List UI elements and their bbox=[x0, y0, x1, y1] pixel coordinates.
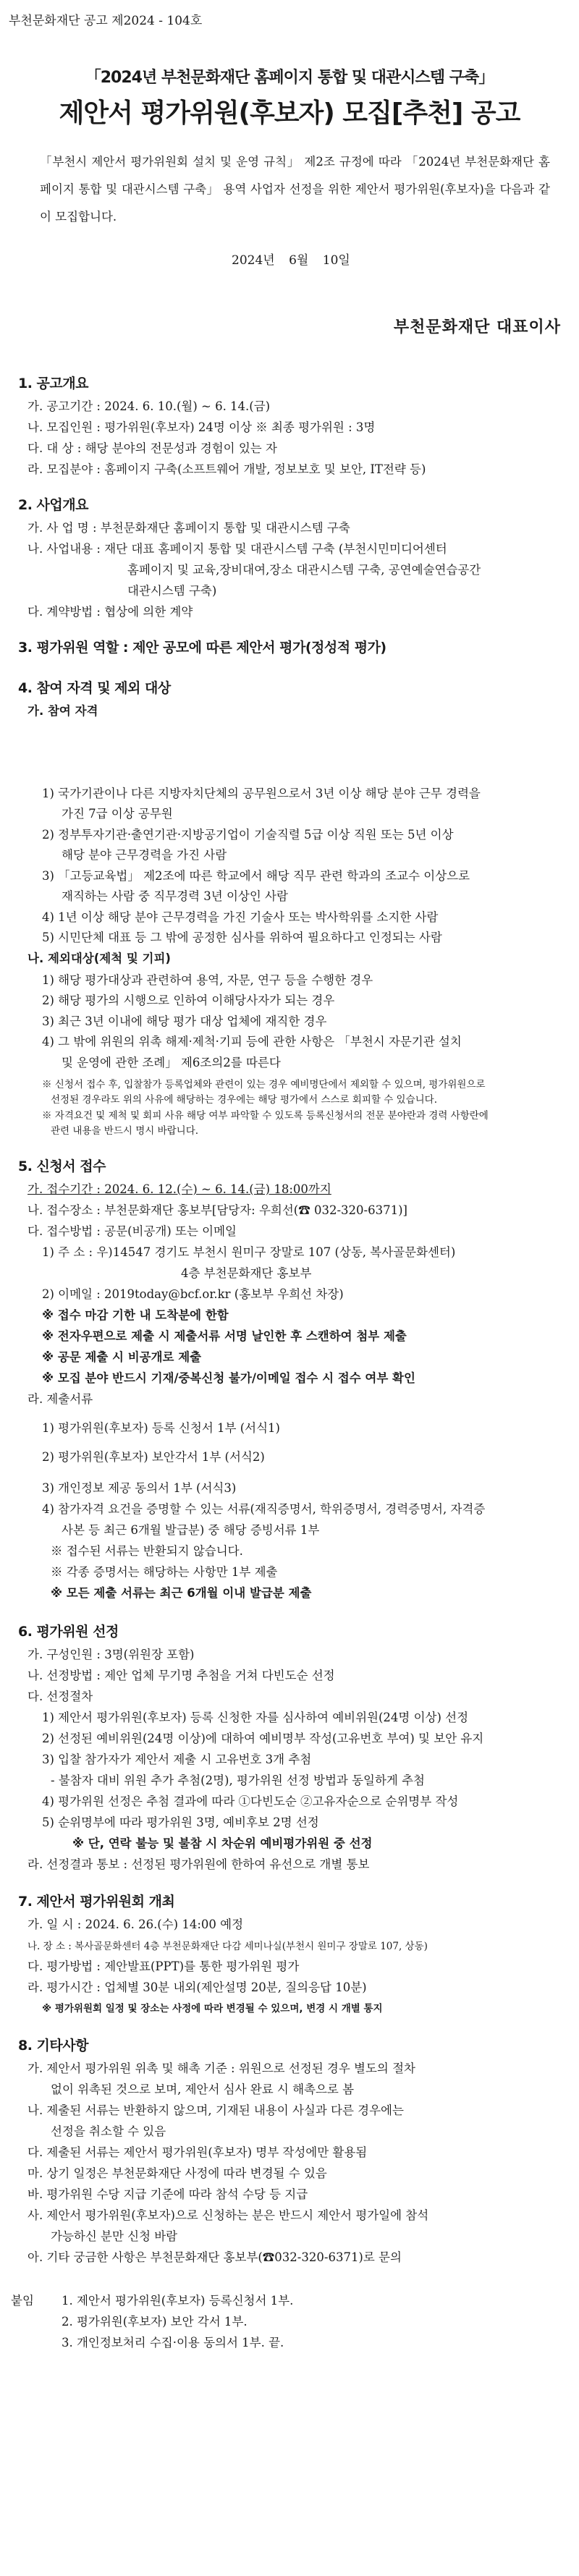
s4-na-item: 2) 해당 평가의 시행으로 인하여 이해당사자가 되는 경우 bbox=[42, 993, 335, 1007]
s5-ra-item: 3) 개인정보 제공 동의서 1부 (서식3) bbox=[42, 1481, 237, 1495]
s2-item: 대관시스템 구축) bbox=[127, 584, 217, 598]
section-3-title: 3. 평가위원 역할 : 제안 공모에 따른 제안서 평가(정성적 평가) bbox=[18, 640, 386, 656]
s6-ra: 라. 선정결과 통보 : 선정된 평가위원에 한하여 유선으로 개별 통보 bbox=[28, 1857, 370, 1871]
s6-item: 1) 제안서 평가위원(후보자) 등록 신청한 자를 심사하여 예비위원(24명 이상) 선정 bbox=[42, 1711, 469, 1724]
s4-na-heading: 나. 제외대상(제척 및 기피) bbox=[28, 952, 171, 965]
s1-item: 다. 대 상 : 해당 분야의 전문성과 경험이 있는 자 bbox=[28, 441, 277, 455]
s5-item: 2) 이메일 : 2019today@bcf.or.kr (홍보부 우희선 차장) bbox=[42, 1287, 344, 1301]
s6-item: 가. 구성인원 : 3명(위원장 포함) bbox=[28, 1648, 195, 1661]
s5-item: 1) 주 소 : 우)14547 경기도 부천시 원미구 장말로 107 (상동, 복사골문화센터) bbox=[42, 1245, 456, 1259]
s4-note: 관련 내용을 반드시 명시 바랍니다. bbox=[51, 1125, 199, 1137]
s6-item: - 불참자 대비 위원 추가 추첨(2명), 평가위원 선정 방법과 동일하게 추첨 bbox=[51, 1774, 425, 1787]
s4-ga-item: 재직하는 사람 중 직무경력 3년 이상인 사람 bbox=[62, 889, 288, 903]
section-8-title: 8. 기타사항 bbox=[18, 2038, 88, 2054]
s2-item: 다. 계약방법 : 협상에 의한 계약 bbox=[28, 605, 193, 619]
s7-item: 다. 평가방법 : 제안발표(PPT)를 통한 평가위원 평가 bbox=[28, 1959, 300, 1973]
attach-item: 1. 제안서 평가위원(후보자) 등록신청서 1부. bbox=[62, 2294, 294, 2308]
s6-item: 2) 선정된 예비위원(24명 이상)에 대하여 예비명부 작성(고유번호 부여) 및 보안 유지 bbox=[42, 1732, 484, 1745]
s8-item: 사. 제안서 평가위원(후보자)으로 신청하는 분은 반드시 제안서 평가일에 참석 bbox=[28, 2208, 429, 2222]
s1-item: 나. 모집인원 : 평가위원(후보자) 24명 이상 ※ 최종 평가위원 : 3명 bbox=[28, 420, 376, 434]
s8-item: 다. 제출된 서류는 제안서 평가위원(후보자) 명부 작성에만 활용됨 bbox=[28, 2145, 368, 2159]
notice-number: 부천문화재단 공고 제2024 - 104호 bbox=[9, 14, 203, 28]
s6-item: 5) 순위명부에 따라 평가위원 3명, 예비후보 2명 선정 bbox=[42, 1816, 319, 1829]
section-2-title: 2. 사업개요 bbox=[18, 497, 88, 513]
s6-item: 다. 선정절차 bbox=[28, 1690, 93, 1703]
s5-item: 나. 접수장소 : 부천문화재단 홍보부[담당자: 우희선(☎ 032-320-6371)] bbox=[28, 1203, 407, 1217]
s8-item: 마. 상기 일정은 부천문화재단 사정에 따라 변경될 수 있음 bbox=[28, 2166, 327, 2180]
s1-item: 가. 공고기간 : 2024. 6. 10.(월) ~ 6. 14.(금) bbox=[28, 399, 271, 413]
date-month: 6월 bbox=[289, 253, 309, 268]
s2-item: 가. 사 업 명 : 부천문화재단 홈페이지 통합 및 대관시스템 구축 bbox=[28, 521, 350, 535]
s8-item: 바. 평가위원 수당 지급 기준에 따라 참석 수당 등 지급 bbox=[28, 2187, 308, 2201]
s1-item: 라. 모집분야 : 홈페이지 구축(소프트웨어 개발, 정보보호 및 보안, IT전략 등) bbox=[28, 462, 426, 476]
intro-paragraph: 「부천시 제안서 평가위원회 설치 및 운영 규칙」 제2조 규정에 따라 「2024년 부천문화재단 홈페이지 통합 및 대관시스템 구축」 용역 사업자 선정을 위한 제안서 평가위원(후보자)을 다음과 같이 모집합니다. bbox=[40, 155, 550, 224]
s6-item: 나. 선정방법 : 제안 업체 무기명 추첨을 거쳐 다빈도순 선정 bbox=[28, 1669, 335, 1682]
s8-item: 없이 위촉된 것으로 보며, 제안서 심사 완료 시 해촉으로 봄 bbox=[51, 2083, 355, 2096]
s8-item: 가. 제안서 평가위원 위촉 및 해촉 기준 : 위원으로 선정된 경우 별도의 절차 bbox=[28, 2062, 415, 2075]
s8-item: 가능하신 분만 신청 바람 bbox=[51, 2229, 178, 2243]
announcement-date bbox=[232, 250, 360, 268]
s4-ga-item: 3) 「고등교육법」 제2조에 따른 학교에서 해당 직무 관련 학과의 조교수 이상으로 bbox=[42, 869, 470, 883]
s7-item: 라. 평가시간 : 업체별 30분 내외(제안설명 20분, 질의응답 10분) bbox=[28, 1980, 367, 1994]
org-name: 부천문화재단 대표이사 bbox=[393, 318, 561, 336]
s4-ga-item: 5) 시민단체 대표 등 그 밖에 공정한 심사를 위하여 필요하다고 인정되는 사람 bbox=[42, 931, 442, 944]
s4-ga-item: 가진 7급 이상 공무원 bbox=[62, 807, 173, 821]
s5-item: 다. 접수방법 : 공문(비공개) 또는 이메일 bbox=[28, 1224, 237, 1238]
s8-item: 아. 기타 궁금한 사항은 부천문화재단 홍보부(☎032-320-6371)로 문의 bbox=[28, 2250, 402, 2264]
s4-na-item: 4) 그 밖에 위원의 위촉 해제·제척·기피 등에 관한 사항은 「부천시 자문기관 설치 bbox=[42, 1035, 462, 1048]
attach-item: 2. 평가위원(후보자) 보안 각서 1부. bbox=[62, 2315, 248, 2329]
attach-label: 붙임 bbox=[11, 2294, 34, 2308]
attach-item: 3. 개인정보처리 수집·이용 동의서 1부. 끝. bbox=[62, 2336, 284, 2350]
title-line2: 제안서 평가위원(후보자) 모집[추천] 공고 bbox=[59, 98, 520, 128]
s2-item: 홈페이지 및 교육,장비대여,장소 대관시스템 구축, 공연예술연습공간 bbox=[127, 563, 481, 577]
s5-ra-item: ※ 접수된 서류는 반환되지 않습니다. bbox=[51, 1544, 243, 1558]
s5-item: 가. 접수기간 : 2024. 6. 12.(수) ~ 6. 14.(금) 18:00까지 bbox=[28, 1182, 331, 1196]
s5-ra-item: 4) 참가자격 요건을 증명할 수 있는 서류(재직증명서, 학위증명서, 경력증명서, 자격증 bbox=[42, 1502, 486, 1516]
s5-ra-item: 1) 평가위원(후보자) 등록 신청서 1부 (서식1) bbox=[42, 1421, 280, 1435]
s4-ga-item: 1) 국가기관이나 다른 지방자치단체의 공무원으로서 3년 이상 해당 분야 근무 경력을 bbox=[42, 787, 481, 800]
s7-item: 가. 일 시 : 2024. 6. 26.(수) 14:00 예정 bbox=[28, 1918, 244, 1931]
date-year: 2024년 bbox=[232, 253, 275, 268]
s6-item: 4) 평가위원 선정은 추첨 결과에 따라 ①다빈도순 ②고유자순으로 순위명부 작성 bbox=[42, 1795, 459, 1808]
s4-na-item: 및 운영에 관한 조례」 제6조의2를 따른다 bbox=[62, 1056, 281, 1069]
title-line1: 「2024년 부천문화재단 홈페이지 통합 및 대관시스템 구축」 bbox=[85, 69, 494, 87]
s5-ra-item: 2) 평가위원(후보자) 보안각서 1부 (서식2) bbox=[42, 1450, 265, 1464]
section-7-title: 7. 제안서 평가위원회 개최 bbox=[18, 1894, 175, 1910]
s8-item: 나. 제출된 서류는 반환하지 않으며, 기재된 내용이 사실과 다른 경우에는 bbox=[28, 2103, 404, 2117]
s4-note: 선정된 경우라도 위의 사유에 해당하는 경우에는 해당 평가에서 스스로 회피할 수 있습니다. bbox=[51, 1094, 438, 1106]
s4-ga-item: 해당 분야 근무경력을 가진 사람 bbox=[62, 848, 227, 862]
s4-note: ※ 자격요건 및 제척 및 회피 사유 해당 여부 파악할 수 있도록 등록신청서의 전문 분야란과 경력 사항란에 bbox=[42, 1110, 489, 1122]
s5-bold-note: ※ 접수 마감 기한 내 도착분에 한함 bbox=[42, 1308, 229, 1322]
s5-ra-item: 사본 등 최근 6개월 발급분) 중 해당 증빙서류 1부 bbox=[62, 1523, 320, 1537]
s7-item: 나. 장 소 : 복사골문화센터 4층 부천문화재단 다감 세미나실(부천시 원미구 장말로 107, 상동) bbox=[28, 1941, 428, 1952]
section-6-title: 6. 평가위원 선정 bbox=[18, 1624, 119, 1640]
s6-note: ※ 단, 연락 불능 및 불참 시 차순위 예비평가위원 중 선정 bbox=[72, 1836, 373, 1850]
s4-note: ※ 신청서 접수 후, 입찰참가 등록업체와 관련이 있는 경우 예비명단에서 제외할 수 있으며, 평가위원으로 bbox=[42, 1079, 486, 1090]
s4-ga-heading: 가. 참여 자격 bbox=[28, 704, 98, 718]
section-1-title: 1. 공고개요 bbox=[18, 376, 88, 391]
s5-bold-note: ※ 전자우편으로 제출 시 제출서류 서명 날인한 후 스캔하여 첨부 제출 bbox=[42, 1329, 407, 1343]
section-4-title: 4. 참여 자격 및 제외 대상 bbox=[18, 680, 171, 696]
s8-item: 선정을 취소할 수 있음 bbox=[51, 2124, 166, 2138]
s2-item: 나. 사업내용 : 재단 대표 홈페이지 통합 및 대관시스템 구축 (부천시민미디어센터 bbox=[28, 542, 447, 556]
section-5-title: 5. 신청서 접수 bbox=[18, 1158, 106, 1174]
s5-bold-note: ※ 모집 분야 반드시 기재/중복신청 불가/이메일 접수 시 접수 여부 확인 bbox=[42, 1371, 415, 1385]
s7-note: ※ 평가위원회 일정 및 장소는 사정에 따라 변경될 수 있으며, 변경 시 개별 통지 bbox=[42, 2003, 383, 2014]
s5-last-note: ※ 모든 제출 서류는 최근 6개월 이내 발급분 제출 bbox=[51, 1586, 312, 1600]
s5-item: 4층 부천문화재단 홍보부 bbox=[181, 1266, 312, 1280]
s4-na-item: 3) 최근 3년 이내에 해당 평가 대상 업체에 재직한 경우 bbox=[42, 1014, 327, 1028]
s4-ga-item: 4) 1년 이상 해당 분야 근무경력을 가진 기술사 또는 박사학위를 소지한 사람 bbox=[42, 910, 439, 924]
s5-ra-item: ※ 각종 증명서는 해당하는 사항만 1부 제출 bbox=[51, 1565, 278, 1579]
s6-item: 3) 입찰 참가자가 제안서 제출 시 고유번호 3개 추첨 bbox=[42, 1753, 312, 1766]
date-day: 10일 bbox=[322, 253, 350, 268]
s5-bold-note: ※ 공문 제출 시 비공개로 제출 bbox=[42, 1350, 202, 1364]
s4-ga-item: 2) 정부투자기관·출연기관·지방공기업이 기술직렬 5급 이상 직원 또는 5년 이상 bbox=[42, 828, 454, 842]
s5-ra-heading: 라. 제출서류 bbox=[28, 1392, 93, 1406]
s4-na-item: 1) 해당 평가대상과 관련하여 용역, 자문, 연구 등을 수행한 경우 bbox=[42, 973, 373, 987]
